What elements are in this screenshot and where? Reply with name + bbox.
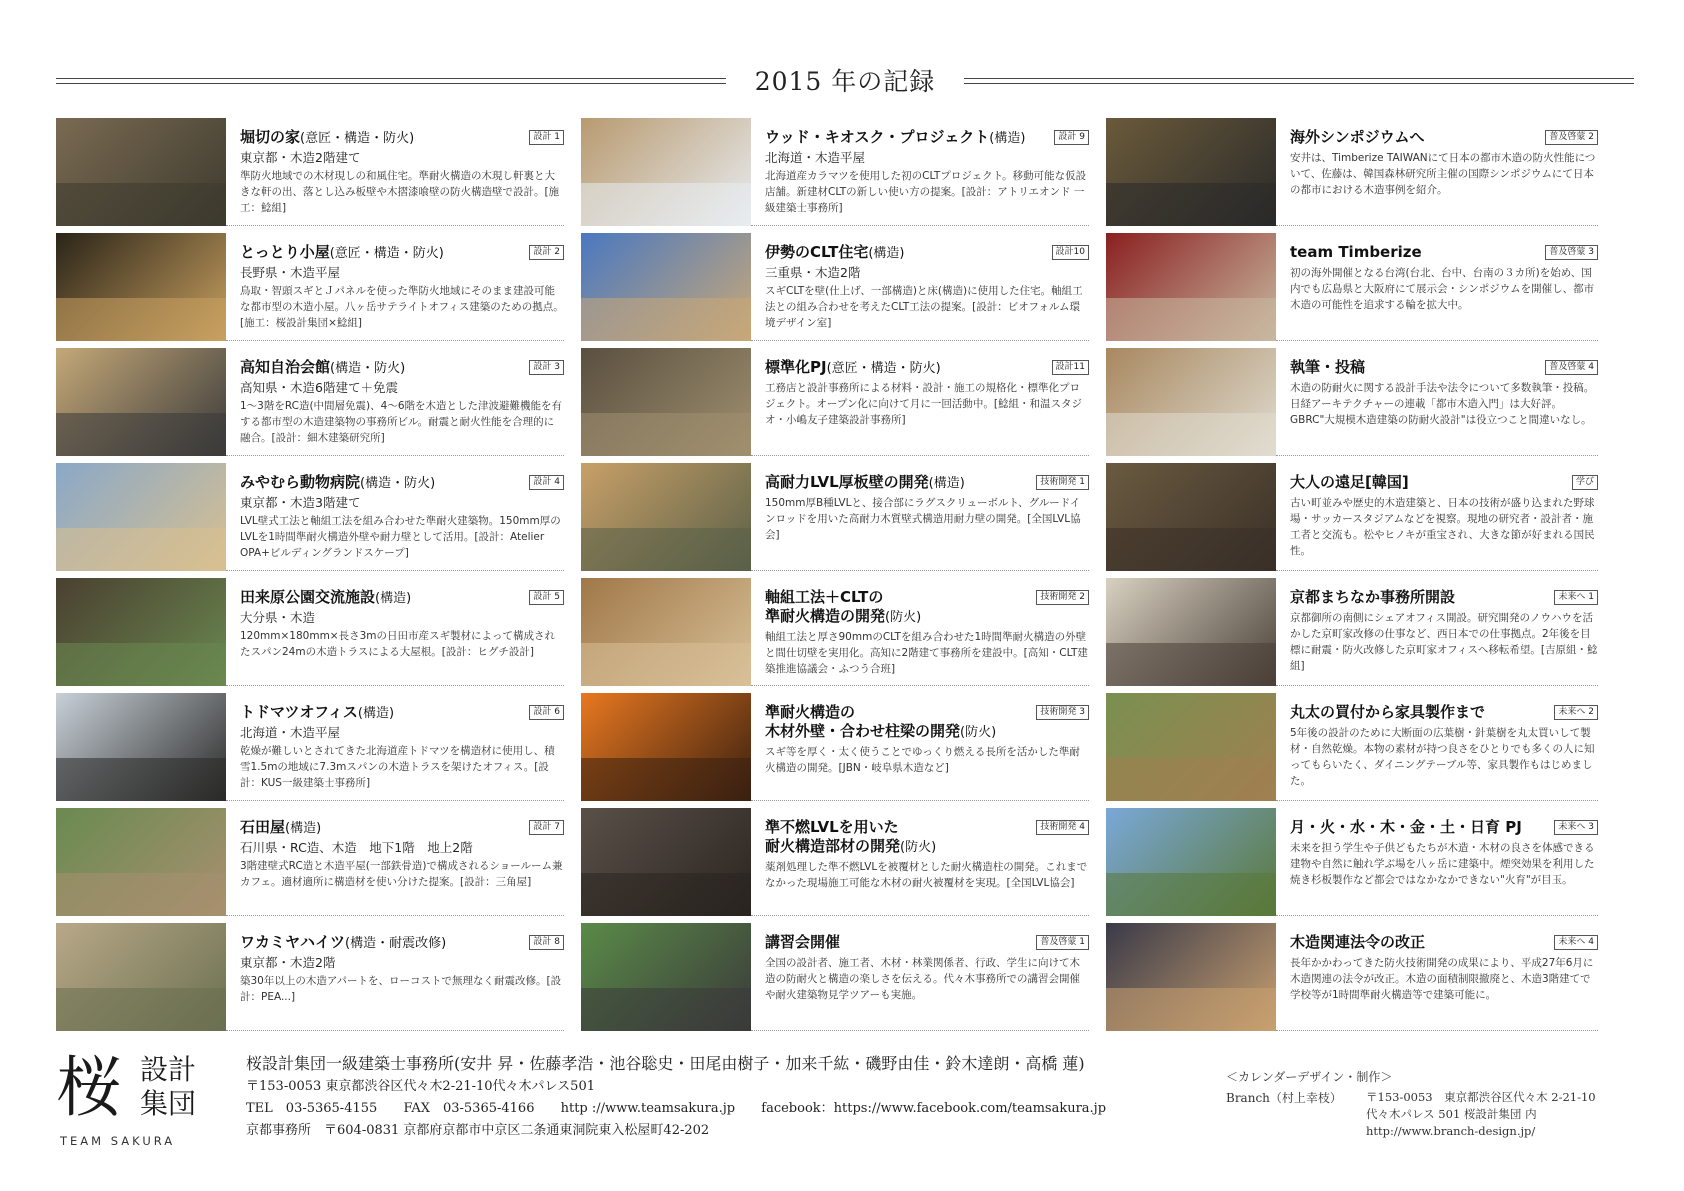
logo-text-2: 集団 (140, 1087, 197, 1120)
record-description: スギCLTを壁(仕上げ、一部構造)と床(構造)に使用した住宅。軸組工法との組み合わせを考えたCLT工法の提案。[設計：ビオフォルム環境デザイン室] (765, 285, 1083, 329)
record-discipline: (意匠・構造・防火) (826, 361, 941, 376)
record-description: 150mm厚B種LVLと、接合部にラグスクリューボルト、グルードインロッドを用いた高耐力木質壁式構造用耐力壁の開発。[全国LVL協会] (765, 497, 1081, 541)
credit-url-link[interactable]: http://www.branch-design.jp/ (1366, 1124, 1536, 1138)
page-title: 2015 年の記録 (754, 67, 936, 96)
record-title-text: 講習会開催 (765, 933, 841, 951)
record-title (1290, 933, 1598, 953)
record-card (1106, 348, 1612, 456)
record-discipline: (構造・防火) (360, 476, 436, 491)
record-card (581, 348, 1103, 456)
record-card (581, 923, 1103, 1031)
record-title-text: 準耐火構造の 木材外壁・合わせ柱梁の開発 (765, 703, 961, 740)
record-title-text: 丸太の買付から家具製作まで (1290, 703, 1486, 721)
record-description: 京都御所の南側にシェアオフィス開設。研究開発のノウハウを活かした京町家改修の仕事など、西日本での仕事拠点。2年後を目標に耐震・防火改修した京町家オフィスへ移転希望。[吉原組・鯰組] (1290, 612, 1598, 672)
record-photo (581, 233, 751, 341)
office-name: 桜設計集団一級建築士事務所(安井 昇・佐藤孝浩・池谷聡史・田尾由樹子・加来千紘・磯野由佳・鈴木達朗・高橋 蓮) (246, 1054, 1085, 1073)
record-title-text: トドマツオフィス (240, 703, 358, 721)
record-description: 全国の設計者、施工者、木材・林業関係者、行政、学生に向けて木造の防耐火と構造の楽しさを伝える。代々木事務所での講習会開催や耐火建築物見学ツアーも実施。 (765, 957, 1080, 1001)
record-title (1290, 818, 1598, 838)
record-card (56, 923, 578, 1031)
record-photo (1106, 578, 1276, 686)
record-discipline: (意匠・構造・防火) (329, 246, 444, 261)
record-description: 薬剤処理した準不燃LVLを被覆材とした耐火構造柱の開発。これまでなかった現場施工可能な木材の耐火被覆材を実現。[全国LVL協会] (765, 861, 1088, 889)
record-title (765, 243, 1089, 263)
record-description: 工務店と設計事務所による材料・設計・施工の規格化・標準化プロジェクト。オープン化に向けて月に一回活動中。[鯰組・和温スタジオ・小嶋友子建築設計事務所] (765, 382, 1082, 426)
record-title (240, 703, 564, 723)
record-discipline: (防火) (900, 840, 937, 855)
record-title (1290, 588, 1598, 608)
record-photo (1106, 463, 1276, 571)
record-location: 石川県・RC造、木造 地下1階 地上2階 (240, 840, 473, 855)
record-category-tag: 未来へ 4 (1554, 935, 1598, 950)
credit-address-2: 代々木パレス 501 桜設計集団 内 (1366, 1107, 1537, 1121)
record-description: 築30年以上の木造アパートを、ローコストで無理なく耐震改修。[設計：PEA...] (240, 975, 562, 1003)
record-card (56, 463, 578, 571)
record-title (240, 473, 564, 493)
record-category-tag: 設計 4 (529, 475, 564, 490)
record-photo (56, 808, 226, 916)
record-category-tag: 設計 7 (529, 820, 564, 835)
record-photo (56, 233, 226, 341)
record-title-text: 木造関連法令の改正 (1290, 933, 1426, 951)
office-info (246, 1052, 1128, 1142)
record-card (56, 808, 578, 916)
record-photo (56, 693, 226, 801)
record-card (56, 348, 578, 456)
record-discipline: (防火) (885, 610, 922, 625)
record-category-tag: 普及啓蒙 3 (1545, 245, 1598, 260)
record-title (765, 358, 1089, 378)
record-location: 東京都・木造3階建て (240, 495, 361, 510)
office-facebook-link[interactable]: facebook：https://www.facebook.com/teamsakura.jp (761, 1101, 1107, 1116)
record-category-tag: 未来へ 2 (1554, 705, 1598, 720)
record-title-text: 軸組工法＋CLTの 準耐火構造の開発 (765, 588, 886, 625)
record-title-text: 準不燃LVLを用いた 耐火構造部材の開発 (765, 818, 901, 855)
record-card (1106, 808, 1612, 916)
office-website-link[interactable]: http ://www.teamsakura.jp (560, 1101, 736, 1116)
record-discipline: (構造) (357, 706, 395, 721)
record-category-tag: 技術開発 4 (1036, 820, 1089, 835)
record-title-text: ウッド・キオスク・プロジェクト (765, 128, 990, 146)
record-category-tag: 設計10 (1052, 245, 1089, 260)
record-description: スギ等を厚く・太く使うことでゆっくり燃える長所を活かした準耐火構造の開発。[JBN・岐阜県木造など] (765, 746, 1080, 774)
record-location: 高知県・木造6階建て＋免震 (240, 380, 398, 395)
kyoto-office: 京都事務所 〒604-0831 京都府京都市中京区二条通東洞院東入松屋町42-202 (246, 1123, 710, 1138)
record-card (1106, 118, 1612, 226)
records-column-3 (1106, 118, 1612, 1038)
record-location: 東京都・木造2階 (240, 955, 336, 970)
record-photo (56, 578, 226, 686)
record-title (240, 243, 564, 263)
record-title-text: 標準化PJ (765, 358, 827, 376)
record-category-tag: 設計 8 (529, 935, 564, 950)
record-card (56, 118, 578, 226)
record-description: 長年かかわってきた防火技術開発の成果により、平成27年6月に木造関連の法令が改正。木造の面積制限撤廃と、木造3階建てで学校等が1時間準耐火構造等で建築可能に。 (1290, 957, 1594, 1001)
record-title (240, 933, 564, 953)
record-category-tag: 設計 2 (529, 245, 564, 260)
record-photo (56, 118, 226, 226)
record-photo (56, 463, 226, 571)
record-discipline: (防火) (960, 725, 997, 740)
record-photo (581, 578, 751, 686)
record-description: 準防火地域での木材現しの和風住宅。準耐火構造の木現し軒裏と大きな軒の出、落とし込み板壁や木摺漆喰壁の防火構造壁で設計。[施工：鯰組] (240, 170, 560, 214)
record-category-tag: 技術開発 3 (1036, 705, 1089, 720)
record-category-tag: 未来へ 1 (1554, 590, 1598, 605)
record-description: 120mm×180mm×長さ3mの日田市産スギ製材によって構成されたスパン24mの木造トラスによる大屋根。[設計：ヒグチ設計] (240, 630, 555, 658)
record-description: 未来を担う学生や子供どもたちが木造・木材の良さを体感できる建物や自然に触れ学ぶ場を八ヶ岳に建築中。煙突効果を利用した焼き杉板製作など都会ではなかなかできない"火育"が目玉。 (1290, 842, 1595, 886)
record-title-text: 月・火・水・木・金・土・日育 PJ (1290, 818, 1522, 836)
records-column-1 (56, 118, 578, 1038)
record-location: 長野県・木造平屋 (240, 265, 341, 280)
record-description: LVL壁式工法と軸組工法を組み合わせた準耐火建築物。150mm厚のLVLを1時間準耐火構造外壁や耐力壁として活用。[設計：Atelier OPA+ビルディングランドスケープ] (240, 515, 561, 559)
record-category-tag: 設計 6 (529, 705, 564, 720)
office-contact (246, 1098, 1128, 1120)
record-title-text: 海外シンポジウムへ (1290, 128, 1425, 146)
record-photo (581, 808, 751, 916)
office-address: 〒153-0053 東京都渋谷区代々木2-21-10代々木パレス501 (246, 1079, 595, 1094)
design-credit (1226, 1068, 1596, 1140)
record-title-text: team Timberize (1290, 243, 1422, 261)
record-title (240, 818, 564, 838)
record-category-tag: 未来へ 3 (1554, 820, 1598, 835)
record-category-tag: 設計 9 (1054, 130, 1089, 145)
record-location: 東京都・木造2階建て (240, 150, 361, 165)
record-discipline: (意匠・構造・防火) (300, 131, 415, 146)
record-title (765, 128, 1089, 148)
record-photo (581, 348, 751, 456)
record-title-text: 大人の遠足[韓国] (1290, 473, 1409, 491)
record-photo (581, 693, 751, 801)
record-description: 乾燥が難しいとされてきた北海道産トドマツを構造材に使用し、積雪1.5mの地域に7.3mスパンの木造トラスを架けたオフィス。[設計：KUS一級建築士事務所] (240, 745, 555, 789)
record-category-tag: 設計 1 (529, 130, 564, 145)
record-card (581, 808, 1103, 916)
record-title (240, 358, 564, 378)
office-fax: FAX 03-5365-4166 (403, 1101, 535, 1116)
record-description: 1〜3階をRC造(中間層免震)、4〜6階を木造とした津波避難機能を有する都市型の木造建築物の事務所ビル。耐震と耐火性能を合理的に融合。[設計：細木建築研究所] (240, 400, 563, 444)
record-title-text: 京都まちなか事務所開設 (1290, 588, 1456, 606)
record-title-text: 執筆・投稿 (1290, 358, 1366, 376)
record-category-tag: 普及啓蒙 1 (1036, 935, 1089, 950)
credit-heading: ＜カレンダーデザイン・制作＞ (1226, 1070, 1393, 1084)
record-photo (56, 348, 226, 456)
records-grid (56, 118, 1606, 1038)
record-photo (581, 463, 751, 571)
record-card (56, 693, 578, 801)
record-category-tag: 技術開発 1 (1036, 475, 1089, 490)
record-card (1106, 233, 1612, 341)
record-title (1290, 703, 1598, 723)
credit-address-1: 〒153-0053 東京都渋谷区代々木 2-21-10 (1366, 1090, 1596, 1104)
record-card (581, 578, 1103, 686)
record-location: 北海道・木造平屋 (765, 150, 866, 165)
record-location: 三重県・木造2階 (765, 265, 861, 280)
record-category-tag: 設計 3 (529, 360, 564, 375)
record-title-text: 高知自治会館 (240, 358, 331, 376)
record-title-text: 堀切の家 (240, 128, 301, 146)
record-discipline: (構造) (989, 131, 1026, 146)
record-title (240, 588, 564, 608)
title-rule-right (964, 78, 1634, 84)
record-description: 軸組工法と厚さ90mmのCLTを組み合わせた1時間準耐火構造の外壁と間仕切壁を実用化。高知に2階建て事務所を建設中。[高知・CLT建築推進協議会・ふつう合班] (765, 631, 1088, 675)
record-discipline: (構造) (375, 591, 412, 606)
office-tel: TEL 03-5365-4155 (246, 1101, 378, 1116)
record-category-tag: 設計11 (1052, 360, 1089, 375)
team-sakura-logo (56, 1050, 216, 1160)
record-title (240, 128, 564, 148)
record-photo (56, 923, 226, 1031)
record-description: 初の海外開催となる台湾(台北、台中、台南の３カ所)を始め、国内でも広島県と大阪府にて展示会・シンポジウムを開催し、都市木造の可能性を追求する輪を拡大中。 (1290, 267, 1595, 311)
logo-english: TEAM SAKURA (60, 1134, 176, 1148)
record-card (581, 693, 1103, 801)
record-discipline: (構造・防火) (330, 361, 406, 376)
record-discipline: (構造) (868, 246, 905, 261)
record-category-tag: 普及啓蒙 2 (1545, 130, 1598, 145)
record-category-tag: 普及啓蒙 4 (1545, 360, 1598, 375)
record-title-text: 田来原公園交流施設 (240, 588, 376, 606)
record-card (56, 578, 578, 686)
record-photo (1106, 808, 1276, 916)
record-location: 北海道・木造平屋 (240, 725, 341, 740)
logo-text-1: 設計 (140, 1053, 197, 1086)
footer (56, 1050, 1634, 1170)
logo-kanji: 桜 (56, 1049, 122, 1126)
record-discipline: (構造) (285, 821, 322, 836)
record-card (56, 233, 578, 341)
record-photo (1106, 233, 1276, 341)
record-discipline: (構造) (928, 476, 965, 491)
record-card (1106, 578, 1612, 686)
record-card (581, 463, 1103, 571)
record-card (581, 233, 1103, 341)
record-photo (1106, 348, 1276, 456)
record-title-text: とっとり小屋 (240, 243, 330, 261)
record-description: 鳥取・智頭スギとＪパネルを使った準防火地域にそのまま建設可能な都市型の木造小屋。八ヶ岳サテライトオフィス建築のための拠点。[施工：桜設計集団×鯰組] (240, 285, 564, 329)
record-title-text: 高耐力LVL厚板壁の開発 (765, 473, 929, 491)
page-header (56, 62, 1634, 98)
record-photo (1106, 118, 1276, 226)
record-title-text: 石田屋 (240, 818, 286, 836)
credit-designer: Branch（村上幸枝） (1226, 1091, 1342, 1105)
record-title-text: 伊勢のCLT住宅 (765, 243, 869, 261)
record-card (581, 118, 1103, 226)
record-description: 3階建壁式RC造と木造平屋(一部鉄骨造)で構成されるショールーム兼カフェ。適材適所に構造材を使い分けた提案。[設計：三角屋] (240, 860, 563, 888)
record-title (1290, 473, 1598, 493)
record-discipline: (構造・耐震改修) (345, 936, 447, 951)
record-description: 安井は、Timberize TAIWANにて日本の都市木造の防火性能について、佐藤は、韓国森林研究所主催の国際シンポジウムにて日本の都市における木造事例を紹介。 (1290, 152, 1596, 196)
record-photo (581, 118, 751, 226)
record-category-tag: 設計 5 (529, 590, 564, 605)
record-card (1106, 923, 1612, 1031)
record-category-tag: 技術開発 2 (1036, 590, 1089, 605)
record-description: 北海道産カラマツを使用した初のCLTプロジェクト。移動可能な仮設店舗。新建材CLTの新しい使い方の提案。[設計：アトリエオンド 一級建築士事務所] (765, 170, 1087, 214)
record-card (1106, 693, 1612, 801)
record-card (1106, 463, 1612, 571)
record-photo (1106, 693, 1276, 801)
record-title-text: ワカミヤハイツ (240, 933, 346, 951)
records-column-2 (581, 118, 1103, 1038)
record-location: 大分県・木造 (240, 610, 316, 625)
record-description: 古い町並みや歴史的木造建築と、日本の技術が盛り込まれた野球場・サッカースタジアムなどを視察。現地の研究者・設計者・施工者と交流も。松やヒノキが重宝され、大きな節が好まれる国民性。 (1290, 497, 1595, 557)
record-description: 5年後の設計のために大断面の広葉樹・針葉樹を丸太買いして製材・自然乾燥。本物の素材が持つ良さをひとりでも多くの人に知ってもらいたく、ダイニングテーブル等、家具製作もはじめました。 (1290, 727, 1595, 787)
record-photo (1106, 923, 1276, 1031)
record-photo (581, 923, 751, 1031)
record-category-tag: 学び (1572, 475, 1598, 490)
record-title-text: みやむら動物病院 (240, 473, 361, 491)
record-description: 木造の防耐火に関する設計手法や法令について多数執筆・投稿。日経アーキテクチャーの連載「都市木造入門」は大好評。GBRC"大規模木造建築の防耐火設計"は役立つこと間違いなし。 (1290, 382, 1595, 426)
